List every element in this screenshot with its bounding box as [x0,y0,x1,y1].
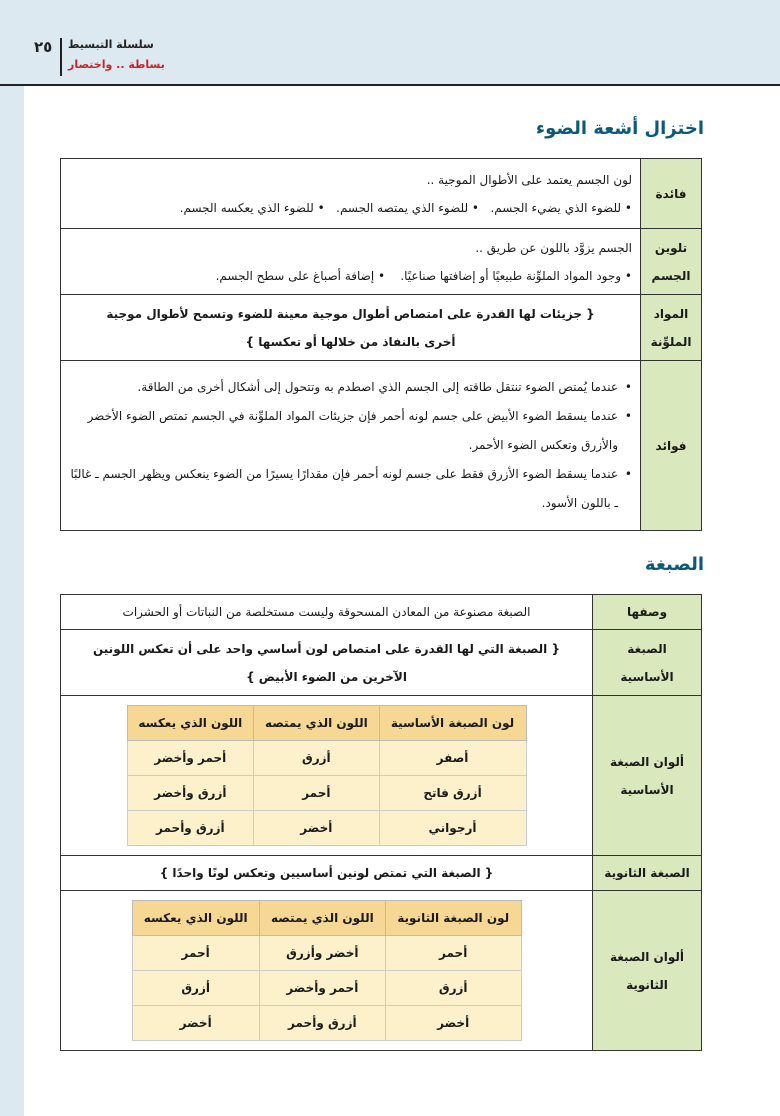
table-cell: أزرق [254,741,379,776]
column-header: لون الصبغة الأساسية [379,706,526,741]
label-line: المواد [653,306,689,321]
row-label [641,229,702,295]
label-line: ألوان الصبغة [609,754,685,769]
row-label [593,696,702,856]
pigment-table [60,594,702,1051]
list-item: • عندما يسقط الضوء الأبيض على جسم لونه أحمر فإن جزيئات المواد الملوِّنة في الجسم تمتص الضوء الأخضر والأزرق وتعكس الضوء الأحمر. [69,402,632,460]
page-number: ٢٥ [34,38,53,56]
row-content [61,361,641,531]
label-line: تلوين [654,240,688,255]
series-title: سلسلة التبسيط [68,38,154,51]
section-title-light: اختزال أشعة الضوء [535,118,704,139]
definition-line: { الصبغة التي لها القدرة على امتصاص لون أساسي واحد على أن تعكس اللونين [92,641,560,656]
row-label: فائدة [641,159,702,229]
table-row [61,630,702,696]
row-intro: لون الجسم يعتمد على الأطوال الموجية .. [426,172,632,187]
row-label: وصفها [593,595,702,630]
table-row [127,741,526,776]
row-label: الصبغة الثانوية [593,856,702,891]
table-cell: أزرق وأحمر [259,1006,385,1041]
table-row [61,159,702,229]
column-header: اللون الذي يعكسه [132,901,259,936]
table-cell: أحمر [254,776,379,811]
table-cell: أحمر وأخضر [127,741,254,776]
row-content [61,229,641,295]
header-separator [60,38,62,76]
primary-pigment-table [127,705,527,846]
row-label [593,891,702,1051]
label-line: الملوِّنة [650,334,692,349]
point: وجود المواد الملوِّنة طبيعيًا أو إضافتها صناعيًا. [400,268,622,283]
table-cell: أخضر [132,1006,259,1041]
row-content: الصبغة مصنوعة من المعادن المسحوقة وليست مستخلصة من النباتات أو الحشرات [61,595,593,630]
light-table [60,158,702,531]
table-cell: أحمر [385,936,521,971]
row-intro: الجسم يزوَّد باللون عن طريق .. [475,240,632,255]
table-cell: أزرق وأحمر [127,811,254,846]
definition-line: الآخرين من الضوء الأبيض } [246,669,407,684]
table-header-row [127,706,526,741]
label-line: الصبغة [627,641,667,656]
label-line: الجسم [651,268,691,283]
table-cell: أزرق وأخضر [127,776,254,811]
point: للضوء الذي يمتصه الجسم. [336,200,469,215]
series-subtitle: بساطة .. واختصار [68,58,165,71]
table-cell: أزرق [132,971,259,1006]
table-cell: أرجواني [379,811,526,846]
table-row [61,891,702,1051]
table-cell: أخضر وأزرق [259,936,385,971]
benefits-list [69,373,632,518]
list-item: • عندما يسقط الضوء الأزرق فقط على جسم لونه أحمر فإن مقدارًا يسيرًا من الضوء ينعكس ويظهر الجسم ـ غالبًا ـ باللون الأسود. [69,460,632,518]
label-line: الأساسية [620,669,674,684]
table-row [132,1006,521,1041]
table-cell: أصفر [379,741,526,776]
list-item: • عندما يُمتص الضوء تنتقل طاقته إلى الجسم الذي اصطدم به وتتحول إلى أشكال أخرى من الطاقة. [69,373,632,402]
row-content [61,630,593,696]
table-cell: أحمر وأخضر [259,971,385,1006]
table-header-row [132,901,521,936]
table-row [61,856,702,891]
point: للضوء الذي يضيء الجسم. [490,200,622,215]
row-content [61,891,593,1051]
column-header: لون الصبغة الثانوية [385,901,521,936]
row-points: • وجود المواد الملوِّنة طبيعيًا أو إضافتها صناعيًا. • إضافة أصباغ على سطح الجسم. [215,268,632,283]
label-line: الثانوية [626,977,668,992]
table-row [61,229,702,295]
row-content [61,159,641,229]
secondary-pigment-table [132,900,522,1041]
table-row [127,811,526,846]
column-header: اللون الذي يعكسه [127,706,254,741]
point: للضوء الذي يعكسه الجسم. [179,200,314,215]
row-content [61,295,641,361]
table-row [61,696,702,856]
column-header: اللون الذي يمتصه [254,706,379,741]
definition-line: أخرى بالنفاذ من خلالها أو تعكسها } [245,334,456,349]
table-cell: أخضر [254,811,379,846]
header-divider [0,84,780,86]
table-row [61,595,702,630]
table-row [132,971,521,1006]
table-row [127,776,526,811]
side-strip [0,0,24,1116]
definition-line: { جزيئات لها القدرة على امتصاص أطوال موجية معينة للضوء وتسمح لأطوال موجية [106,306,595,321]
point: إضافة أصباغ على سطح الجسم. [215,268,375,283]
table-cell: أحمر [132,936,259,971]
table-cell: أزرق فاتح [379,776,526,811]
column-header: اللون الذي يمتصه [259,901,385,936]
label-line: ألوان الصبغة [609,949,685,964]
row-content [61,696,593,856]
table-row [132,936,521,971]
row-points: • للضوء الذي يضيء الجسم. • للضوء الذي يمتصه الجسم. • للضوء الذي يعكسه الجسم. [179,200,632,215]
section-title-pigment: الصبغة [644,554,704,575]
table-row [61,361,702,531]
row-label: فوائد [641,361,702,531]
row-content: { الصبغة التي تمتص لونين أساسيين وتعكس لونًا واحدًا } [61,856,593,891]
table-cell: أخضر [385,1006,521,1041]
label-line: الأساسية [620,782,674,797]
row-label [593,630,702,696]
table-row [61,295,702,361]
row-label [641,295,702,361]
table-cell: أزرق [385,971,521,1006]
